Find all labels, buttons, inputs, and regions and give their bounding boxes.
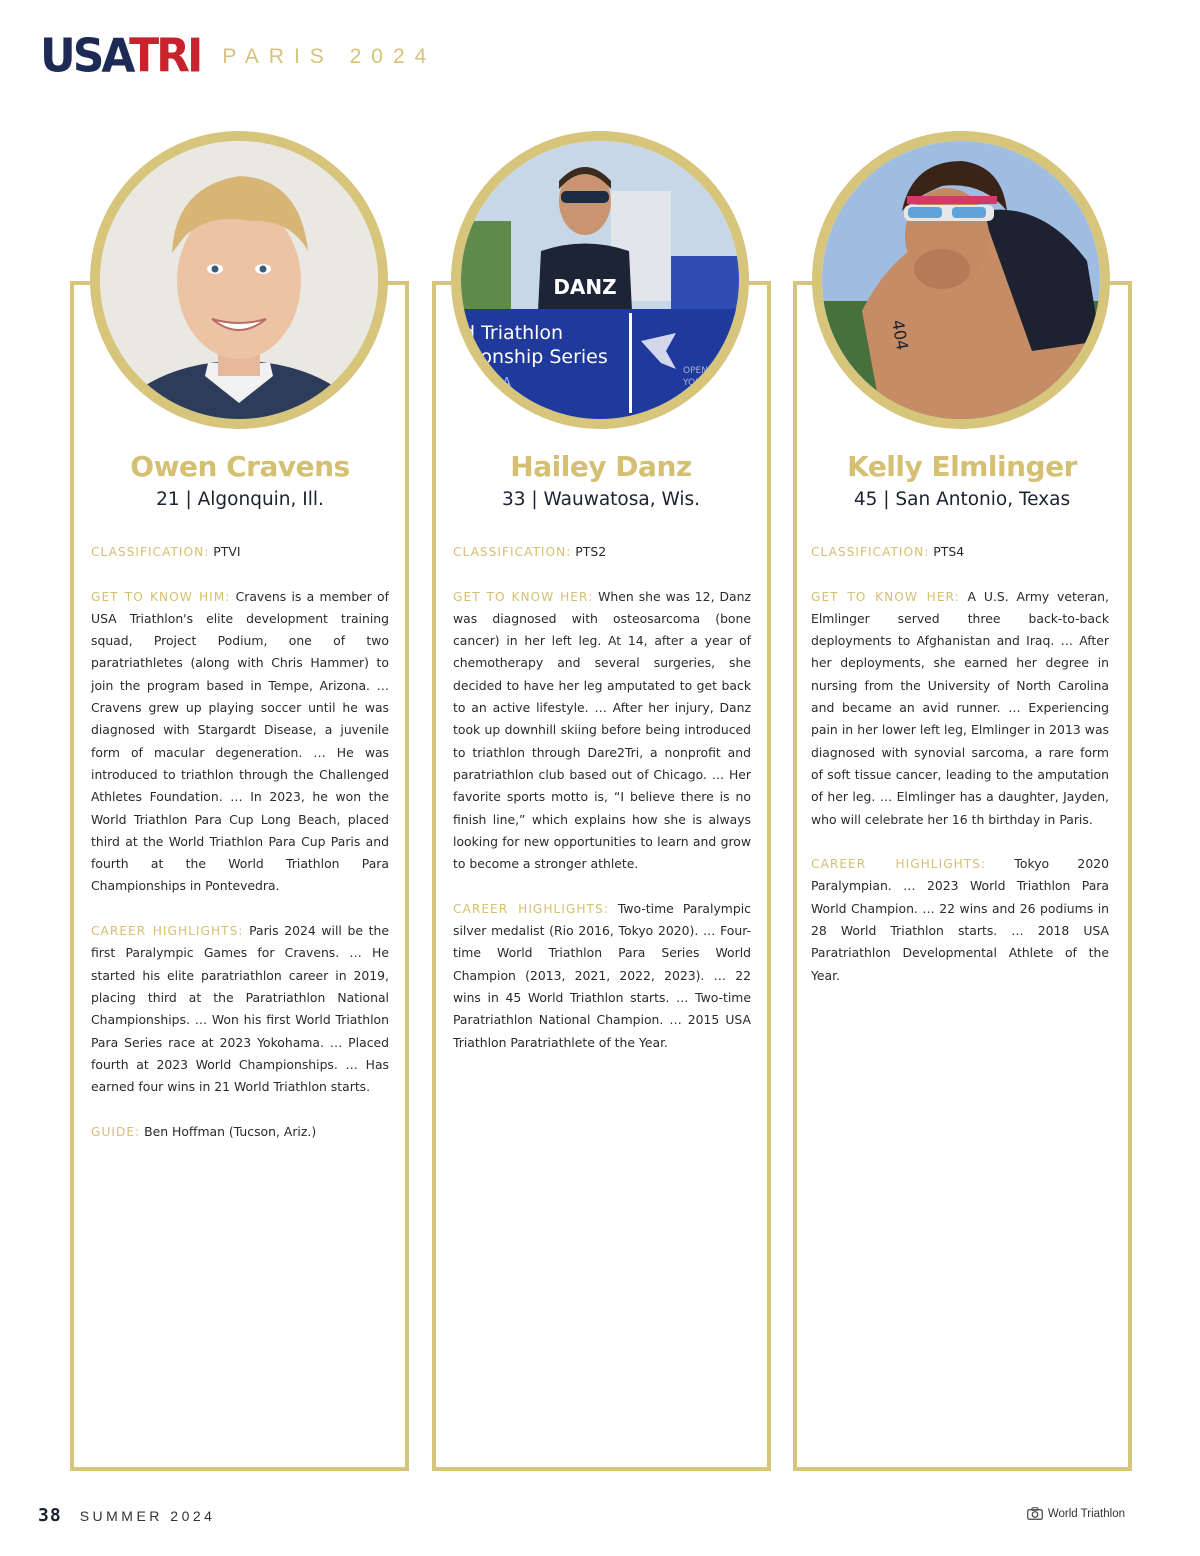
- career-highlights-label: CAREER HIGHLIGHTS:: [811, 857, 987, 872]
- get-to-know-label: GET TO KNOW HIM:: [91, 589, 231, 604]
- career-highlights-label: CAREER HIGHLIGHTS:: [453, 901, 609, 916]
- photo-banner-text-3: MA: [491, 376, 512, 391]
- career-highlights-label: CAREER HIGHLIGHTS:: [91, 924, 244, 939]
- get-to-know-paragraph: [453, 586, 751, 876]
- photo-side-text-2: YOK: [683, 378, 701, 388]
- edition-label: PARIS 2024: [222, 45, 437, 68]
- career-highlights-text: Paris 2024 will be the first Paralympic Games for Cravens. … He started his elite paratriathlon career in 2019, placing third at the Paratriathlon National Championships. … Won his first World Triathlon Para Series race at 2023 Yokohama. … Placed fourth at 2023 World Championships. … Has earned four wins in 21 World Triathlon starts.: [91, 923, 389, 1095]
- get-to-know-text: When she was 12, Danz was diagnosed with osteosarcoma (bone cancer) in her left leg. At 14, after a year of chemotherapy and several surgeries, she decided to have her leg amputated to get back to an active lifestyle. … After her injury, Danz took up downhill skiing before being introduced to triathlon through Dare2Tri, a nonprofit and paratriathlon club based out of Chicago. … Her favorite sports motto is, “I believe there is no finish line,” which explains how she is always looking for new opportunities to learn and grow to become a stronger athlete.: [453, 588, 751, 872]
- athlete-name: Hailey Danz: [510, 450, 692, 483]
- athlete-age-hometown: 45 | San Antonio, Texas: [853, 489, 1071, 510]
- usatri-logo: [40, 29, 201, 84]
- logo-tri: TRI: [129, 29, 201, 84]
- portrait-photo: [461, 141, 739, 419]
- page-footer: [38, 1505, 215, 1526]
- camera-icon: [1027, 1507, 1043, 1520]
- photo-banner-text-1: d Triathlon: [463, 322, 564, 344]
- photo-credit-text: World Triathlon: [1047, 1507, 1125, 1520]
- issue-label: SUMMER 2024: [79, 1508, 216, 1524]
- athlete-header-danz: [431, 448, 771, 514]
- athlete-bio-elmlinger: [811, 541, 1109, 1009]
- classification-value: PTS2: [575, 544, 607, 559]
- get-to-know-text: A U.S. Army veteran, Elmlinger served three back-to-back deployments to Afghanistan and Iraq. … After her deployments, she earned her degree in nursing from the University of North Carolina and became an avid runner. … Experiencing pain in her lower left leg, Elmlinger in 2013 was diagnosed with synovial sarcoma, a rare form of soft tissue cancer, leading to the amputation of her leg. … Elmlinger has a daughter, Jayden, who will celebrate her 16 th birthday in Paris.: [811, 588, 1109, 827]
- logo-usa: USA: [40, 29, 130, 84]
- get-to-know-label: GET TO KNOW HER:: [453, 589, 594, 604]
- page-number: 38: [38, 1505, 62, 1526]
- photo-bib-text: DANZ: [553, 275, 617, 299]
- portrait-photo: [100, 141, 378, 419]
- guide-paragraph: [91, 1121, 389, 1143]
- get-to-know-label: GET TO KNOW HER:: [811, 589, 960, 604]
- athlete-age-hometown: 33 | Wauwatosa, Wis.: [501, 489, 701, 510]
- classification-paragraph: [811, 541, 1109, 563]
- portrait-hailey-danz: [451, 131, 749, 429]
- get-to-know-text: Cravens is a member of USA Triathlon's elite development training squad, Project Podium, one of two paratriathletes (along with Chris Hammer) to join the program based in Tempe, Arizona. … Cravens grew up playing soccer until he was diagnosed with Stargardt Disease, a juvenile form of macular degeneration. … He was introduced to triathlon through the Challenged Athletes Foundation. … In 2023, he won the World Triathlon Para Cup Long Beach, placed third at the World Triathlon Para Cup Paris and fourth at the World Triathlon Para Championships in Pontevedra.: [91, 588, 389, 894]
- athlete-bio-cravens: [91, 541, 389, 1165]
- get-to-know-paragraph: [811, 586, 1109, 831]
- photo-banner-text-2: pionship Series: [463, 346, 608, 368]
- career-highlights-paragraph: [453, 898, 751, 1054]
- classification-paragraph: [91, 541, 389, 563]
- photo-credit: [1027, 1507, 1125, 1520]
- guide-label: GUIDE:: [91, 1124, 141, 1139]
- career-highlights-paragraph: [91, 920, 389, 1098]
- portrait-owen-cravens: [90, 131, 388, 429]
- career-highlights-text: Tokyo 2020 Paralympian. … 2023 World Triathlon Para World Champion. … 22 wins and 26 podiums in 28 World Triathlon starts. … 2018 USA Paratriathlon Developmental Athlete of the Year.: [811, 856, 1109, 983]
- athlete-name: Kelly Elmlinger: [847, 450, 1077, 483]
- photo-side-text-1: OPEN: [683, 366, 708, 376]
- portrait-kelly-elmlinger: [812, 131, 1110, 429]
- athlete-header-cravens: [70, 448, 410, 514]
- classification-label: CLASSIFICATION:: [453, 545, 572, 559]
- guide-text: Ben Hoffman (Tucson, Ariz.): [144, 1123, 317, 1139]
- athlete-bio-danz: [453, 541, 751, 1076]
- athlete-age-hometown: 21 | Algonquin, Ill.: [156, 489, 324, 510]
- photo-arm-number: 404: [888, 318, 913, 352]
- masthead: [40, 29, 437, 84]
- career-highlights-paragraph: [811, 853, 1109, 987]
- classification-value: PTS4: [933, 544, 965, 559]
- classification-value: PTVI: [213, 544, 241, 559]
- classification-label: CLASSIFICATION:: [91, 545, 210, 559]
- portrait-photo: [822, 141, 1100, 419]
- classification-label: CLASSIFICATION:: [811, 545, 930, 559]
- athlete-name: Owen Cravens: [130, 450, 350, 483]
- get-to-know-paragraph: [91, 586, 389, 898]
- athlete-header-elmlinger: [792, 448, 1132, 514]
- classification-paragraph: [453, 541, 751, 563]
- career-highlights-text: Two-time Paralympic silver medalist (Rio 2016, Tokyo 2020). … Four-time World Triathlon Para Series World Champion (2013, 2021, 2022, 2023). … 22 wins in 45 World Triathlon starts. … Two-time Paratriathlon National Champion. … 2015 USA Triathlon Paratriathlete of the Year.: [453, 900, 751, 1050]
